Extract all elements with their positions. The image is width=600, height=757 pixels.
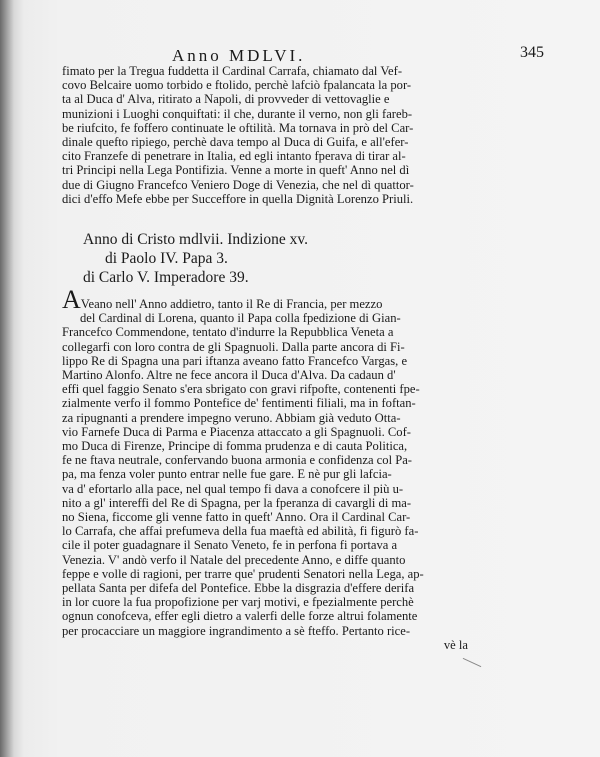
text-line: ta al Duca d' Alva, ritirato a Napoli, di provveder di vettovaglie e (62, 92, 390, 107)
text-line: pa, ma fenza voler punto entrar nelle fue gare. E nè pur gli lafcia- (62, 467, 392, 482)
text-line: dici d'effo Mefe ebbe per Succeffore in quella Dignità Lorenzo Priuli. (62, 191, 414, 206)
text-line: Veano nell' Anno addietro, tanto il Re di Francia, per mezzo (80, 297, 383, 311)
heading-line-year: Anno di Cristo mdlvii. Indizione xv. (83, 231, 309, 248)
heading-line-pope: di Paolo IV. Papa 3. (105, 250, 228, 267)
text-line: tri Principi nella Lega Pontifizia. Venne a morte in queft' Anno nel dì (62, 163, 410, 178)
year-heading (83, 230, 483, 287)
paragraph-2 (62, 285, 472, 652)
text-line: cile il poter guadagnare il Senato Veneto, fe in perfona fi portava a (62, 538, 398, 553)
text-line: covo Belcaire uomo torbido e ftolido, perchè lafciò fpalancata la por- (62, 78, 412, 93)
text-line: pellata Santa per difefa del Pontefice. Ebbe la disgrazia d'effere derifa (62, 581, 415, 596)
text-line: va d' efortarlo alla pace, nel qual tempo fi dava a conofcere il più u- (62, 481, 404, 496)
text-line: dinale quefto ripiego, perchè dava tempo al Duca di Guifa, e all'efer- (62, 135, 409, 150)
text-line: be riufcito, fe foffero continuate le oftilità. Ma tornava in prò del Car- (62, 120, 414, 135)
text-line: za ripugnanti a prendere impegno veruno. Abbiam già veduto Otta- (62, 410, 401, 425)
text-line: fimato per la Tregua fuddetta il Cardinal Carrafa, chiamato dal Vef- (62, 64, 403, 78)
heading-line-emperor: di Carlo V. Imperadore 39. (83, 269, 249, 286)
text-line: del Cardinal di Lorena, quanto il Papa colla fpedizione di Gian- (80, 311, 401, 326)
running-header: Anno MDLVI. (172, 46, 306, 65)
text-line: per procacciare un maggiore ingrandimento a sè fteffo. Pertanto rice- (62, 623, 411, 638)
text-line: zialmente verfo il fommo Pontefice de' fentimenti filiali, ma in foftan- (62, 396, 416, 411)
text-line-first (62, 285, 472, 314)
text-line: Francefco Commendone, tentato d'indurre la Repubblica Veneta a (62, 325, 394, 340)
text-line: mo Duca di Firenze, Principe di fomma prudenza e di cauta Politica, (62, 439, 408, 454)
text-line: munizioni i Luoghi conquiftati: il che, durante il verno, non gli fareb- (62, 106, 413, 121)
text-line: feppe e volle di ragioni, per trarre que' prudenti Senatori nella Lega, ap- (62, 566, 424, 581)
text-line: cito Franzefe di penetrare in Italia, ed egli intanto fperava di tirar al- (62, 149, 406, 164)
text-line: lippo Re di Spagna una pari iftanza aveano fatto Francefco Vargas, e (62, 353, 408, 368)
text-line: nito a gl' intereffi del Re di Spagna, per la fperanza di cavargli di ma- (62, 495, 412, 510)
text-line: in lor cuore la fua propofizione per varj motivi, e fpezialmente perchè (62, 595, 414, 610)
text-line: Venezia. V' andò verfo il Natale del precedente Anno, e diffe quanto (62, 552, 406, 567)
text-line: no Siena, ficcome gli venne fatto in queft' Anno. Ora il Cardinal Car- (62, 510, 411, 525)
text-line: effi quel faggio Senato s'era sbrigato con gravi rifpofte, contenenti fpe- (62, 382, 420, 397)
paragraph-1 (62, 64, 472, 206)
text-line: fe ne ftava neutrale, confervando buona armonia e confidenza col Pa- (62, 453, 413, 468)
text-line: ognun conofceva, effer egli dietro a valerfi delle forze altrui folamente (62, 609, 418, 624)
pen-stroke-mark (463, 658, 482, 667)
drop-cap: A (62, 285, 81, 314)
text-line: lo Carrafa, che affai prefumeva della fua maeftà ed abilità, fi figurò fa- (62, 524, 419, 539)
text-line: due di Giugno Francefco Veniero Doge di Venezia, che nel dì quattor- (62, 177, 414, 192)
page-number: 345 (520, 44, 544, 61)
text-line: Martino Alonfo. Altre ne fece ancora il Duca d'Alva. Da cadaun d' (62, 368, 396, 383)
catchword: vè la (443, 637, 468, 652)
text-line: collegarfi con loro contra de gli Spagnuoli. Dalla parte ancora di Fi- (62, 339, 405, 354)
text-line: vio Farnefe Duca di Parma e Piacenza attaccato a gli Spagnuoli. Cof- (62, 424, 411, 439)
